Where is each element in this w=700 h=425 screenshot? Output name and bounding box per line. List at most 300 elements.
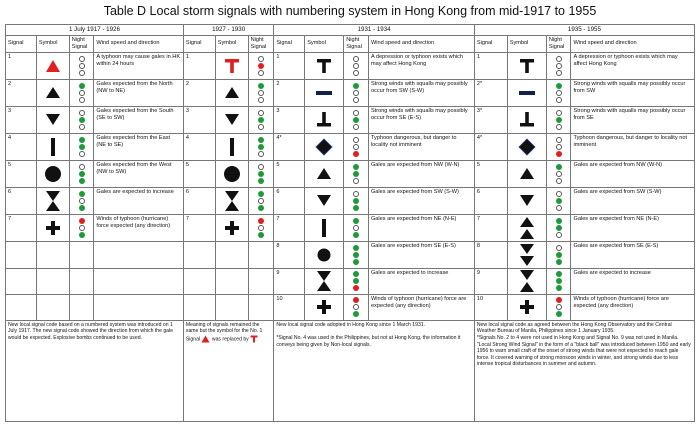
p2-symbol [215,133,248,160]
green-light [556,271,562,277]
p4-symbol [507,187,546,214]
p4-signal [474,133,507,160]
p1-empty [6,294,37,320]
p2-symbol [215,160,248,187]
period-1917 [6,25,184,36]
signal-number: 9 [476,269,480,276]
p3-signal [274,268,305,294]
green-light [556,285,562,291]
green-light [353,271,359,277]
white-light [556,178,562,184]
p4-signal [474,214,507,241]
red-light [556,151,562,157]
p3-night [344,52,369,79]
p3-desc [368,214,474,241]
night-lights-icon [258,83,264,103]
p1-desc [94,187,183,214]
signal-desc: A typhoon may cause gales in HK within 24 hours [96,53,181,67]
hourglass-icon [316,270,332,292]
double-up-triangle-icon [519,216,535,240]
p3-desc [368,187,474,214]
hourglass-icon [45,190,61,212]
col-night: Night Signal [250,36,267,50]
signal-desc: Winds of typhoon (hurricane) force expected (any direction) [96,215,171,229]
p4-symbol [507,106,546,133]
red-light [258,63,264,69]
green-light [258,83,264,89]
table-row [6,214,695,241]
p3-night [344,79,369,106]
up-triangle-icon [519,167,535,180]
up-triangle-icon [224,86,240,99]
header-wind [571,35,695,52]
signal-number: 6 [185,188,190,195]
signal-number: 4 [8,134,12,141]
white-light [353,304,359,310]
down-triangle-icon [224,113,240,126]
night-lights-icon [556,245,562,265]
p3-night [344,160,369,187]
white-light [556,205,562,211]
night-lights-icon [258,137,264,157]
white-light [556,70,562,76]
p1-signal [6,187,37,214]
p3-desc [368,294,474,320]
green-light [556,218,562,224]
red-light [79,218,85,224]
red-light [556,297,562,303]
p1-signal [6,79,37,106]
white-light [556,245,562,251]
p2-signal [183,133,215,160]
red-light [258,218,264,224]
green-light [353,218,359,224]
col-symbol: Symbol [509,40,529,47]
p1-desc [94,52,183,79]
black-cross-icon [224,220,240,236]
p3-desc [368,106,474,133]
up-triangle-icon [316,167,332,180]
white-light [353,191,359,197]
signal-number: 4* [276,134,282,141]
night-lights-icon [353,218,359,238]
p4-signal [474,294,507,320]
notes-row [6,320,695,421]
white-light [79,63,85,69]
signal-number: 5 [276,161,280,168]
header-symbol [507,35,546,52]
p4-night [546,52,571,79]
night-lights-icon [258,56,264,76]
p2-symbol [215,187,248,214]
white-light [353,225,359,231]
col-night: Night Signal [71,36,88,50]
signal-number: 3 [185,107,190,114]
note-1931 [274,320,475,421]
signal-desc: Gales are expected to increase [573,269,651,276]
signal-desc: Gales are expected from NW (W-N) [370,161,460,168]
p1-desc [94,214,183,241]
night-lights-icon [556,83,562,103]
black-diamond-icon [315,138,333,156]
white-light [258,124,264,130]
signal-desc: Winds of typhoon (hurricane) force are expected (any direction) [573,295,669,309]
p2-empty [248,294,274,320]
p2-night [248,52,274,79]
white-light [556,171,562,177]
p4-signal [474,160,507,187]
night-lights-icon [556,164,562,184]
p4-symbol [507,160,546,187]
column-header-row [6,35,695,52]
vertical-bar-icon [48,137,58,157]
white-light [556,304,562,310]
signal-number: 7 [185,215,190,222]
white-light [353,137,359,143]
green-light [353,205,359,211]
p4-night [546,241,571,268]
white-light [353,90,359,96]
black-cross-icon [45,220,61,236]
p4-desc [571,133,695,160]
p1-empty [6,268,37,294]
p4-signal [474,52,507,79]
green-light [556,252,562,258]
signal-number: 2 [276,80,280,87]
header-night-signal [546,35,571,52]
p1-desc [94,79,183,106]
p4-night [546,268,571,294]
p2-night [248,214,274,241]
signal-number: 2 [185,80,190,87]
header-signal [6,35,37,52]
p4-symbol [507,241,546,268]
table-row [6,241,695,268]
signal-desc: Gales are expected to increase [370,269,449,276]
vertical-bar-icon [227,137,237,157]
signal-desc: Gales are expected to increase [96,188,174,195]
black-cross-icon [316,299,332,315]
white-light [79,70,85,76]
p4-signal [474,268,507,294]
night-lights-icon [79,164,85,184]
p1-signal [6,106,37,133]
signal-number: 5 [476,161,480,168]
signal-number: 8 [476,242,480,249]
signal-desc: Gales are expected from SE (E-S) [370,242,456,249]
p1-symbol [36,214,69,241]
p3-symbol [305,241,344,268]
night-lights-icon [258,218,264,238]
horizontal-bar-icon [315,89,333,97]
night-lights-icon [556,218,562,238]
col-night: Night Signal [346,36,362,50]
p4-signal [474,187,507,214]
p4-desc [571,268,695,294]
p2-signal [183,214,215,241]
white-light [556,144,562,150]
p1-night [69,214,94,241]
white-light [353,110,359,116]
white-light [353,70,359,76]
p1-empty [36,241,69,268]
signal-number: 1 [8,53,12,60]
white-light [258,151,264,157]
p2-empty [183,241,215,268]
p4-desc [571,241,695,268]
signal-number: 5 [185,161,190,168]
p2-night [248,160,274,187]
white-light [353,178,359,184]
p2-night [248,133,274,160]
note-text: New local signal code based on a numbered system was introduced on 1 July 1917. The new signal code showed the direction from which the gale would be expected. Explosive bombs continued to be used. [8,321,173,341]
period-label: 1931 - 1934 [357,26,391,33]
white-light [258,97,264,103]
p1-night [69,187,94,214]
p1-symbol [36,160,69,187]
inverted-tee-icon [519,111,535,128]
p3-symbol [305,52,344,79]
p2-empty [183,268,215,294]
night-lights-icon [79,218,85,238]
p3-symbol [305,187,344,214]
green-light [556,198,562,204]
red-tee-icon [250,335,258,343]
signal-desc: Winds of typhoon (hurricane) force are expected (any direction) [370,295,467,309]
green-light [258,178,264,184]
p3-desc [368,52,474,79]
white-light [353,56,359,62]
col-wind: Wind speed and direction [96,40,160,47]
p2-symbol [215,52,248,79]
night-lights-icon [258,110,264,130]
p1-empty [36,268,69,294]
signal-desc: Gales expected from the North (NW to NE) [96,80,173,94]
green-light [556,164,562,170]
signal-desc: Gales are expected from SE (E-S) [573,242,659,249]
table-row [6,160,695,187]
white-light [258,164,264,170]
white-light [258,70,264,76]
p4-night [546,133,571,160]
p2-empty [248,241,274,268]
signal-number: 10 [476,295,484,302]
p1-signal [6,133,37,160]
night-lights-icon [258,164,264,184]
period-header-row [6,25,695,36]
p4-desc [571,79,695,106]
p2-symbol [215,79,248,106]
white-light [353,63,359,69]
white-light [79,151,85,157]
p3-signal [274,52,305,79]
green-light [79,144,85,150]
white-light [556,63,562,69]
p2-night [248,187,274,214]
p4-signal [474,241,507,268]
green-light [353,245,359,251]
signal-number: 1 [185,53,190,60]
note-text: was replaced by [211,336,249,343]
green-light [258,137,264,143]
down-triangle-icon [316,194,332,207]
period-label: 1927 - 1930 [212,26,246,33]
green-light [258,144,264,150]
signal-number: 3* [476,107,483,114]
signal-number: 7 [8,215,12,222]
black-ball-icon [44,165,62,183]
header-wind [94,35,183,52]
night-lights-icon [353,137,359,157]
white-light [79,90,85,96]
p4-symbol [507,133,546,160]
p2-symbol [215,106,248,133]
white-light [556,137,562,143]
signal-desc: Gales expected from the East (NE to SE) [96,134,171,148]
p3-desc [368,268,474,294]
p3-symbol [305,268,344,294]
green-light [79,205,85,211]
p3-night [344,106,369,133]
black-diamond-icon [518,138,536,156]
p2-signal [183,160,215,187]
down-up-triangle-icon [519,269,535,293]
p4-desc [571,214,695,241]
night-lights-icon [79,110,85,130]
note-text: *Signals No. 2 to 4 were not used in Hong Kong and Signal No. 9 was not used in Manila. "Local Strong Wind Signal" in the form of a "black ball" was introduced between 1950 and early 1956 to warn small craft of the onset of strong winds that were not expected to reach gale force. It covered warning of strong monsoon winds in winter, and strong winds due to less intense tropical disturbances in summer and autumn. [476,334,691,368]
signal-number: 2* [476,80,483,87]
red-triangle-icon [201,335,210,343]
green-light [353,164,359,170]
p4-symbol [507,268,546,294]
green-light [556,311,562,317]
signal-desc: Gales expected from the South (SE to SW) [96,107,174,121]
night-lights-icon [353,271,359,291]
black-tee-icon [316,57,332,74]
p3-signal [274,79,305,106]
col-wind: Wind speed and direction [370,40,435,47]
signal-desc: Gales are expected from SW (S-W) [370,188,459,195]
green-light [79,117,85,123]
col-symbol: Symbol [307,40,326,47]
header-night-signal [69,35,94,52]
p1-desc [94,160,183,187]
p3-night [344,214,369,241]
p2-night [248,106,274,133]
p2-signal [183,52,215,79]
p4-signal [474,106,507,133]
table-row [6,133,695,160]
table-row [6,106,695,133]
night-lights-icon [79,191,85,211]
p3-night [344,187,369,214]
white-light [556,56,562,62]
p1-signal [6,160,37,187]
signal-desc: Strong winds with squalls may possibly occur from SW [573,80,686,94]
header-signal [274,35,305,52]
p4-symbol [507,52,546,79]
night-lights-icon [79,56,85,76]
p2-signal [183,187,215,214]
white-light [79,164,85,170]
down-triangle-icon [45,113,61,126]
white-light [556,97,562,103]
white-light [556,124,562,130]
p1-signal [6,52,37,79]
inverted-tee-icon [316,111,332,128]
green-light [258,205,264,211]
p4-desc [571,160,695,187]
p3-signal [274,187,305,214]
p1-empty [94,268,183,294]
green-light [353,117,359,123]
p4-symbol [507,214,546,241]
table-row [6,268,695,294]
p4-symbol [507,79,546,106]
signal-desc: Gales expected from the West (NW to SW) [96,161,172,175]
double-down-triangle-icon [519,243,535,267]
p4-night [546,106,571,133]
col-signal: Signal [185,40,202,47]
vertical-bar-icon [319,218,329,238]
white-light [258,90,264,96]
p2-night [248,79,274,106]
p2-empty [215,268,248,294]
p1-night [69,106,94,133]
p4-night [546,214,571,241]
note-text: New local signal code as agreed between the Hong Kong Observatory and the Central Weather Bureau of Manila, Philippines since 1 January 1935. [476,321,672,335]
table-row [6,52,695,79]
red-triangle-icon [45,58,61,74]
p4-night [546,160,571,187]
p3-night [344,241,369,268]
green-light [353,311,359,317]
red-light [353,285,359,291]
p3-night [344,294,369,320]
p3-night [344,133,369,160]
green-light [79,171,85,177]
col-signal: Signal [476,40,493,47]
night-lights-icon [79,83,85,103]
white-light [79,110,85,116]
p3-symbol [305,214,344,241]
col-symbol: Symbol [38,40,58,47]
black-ball-icon [223,165,241,183]
p3-symbol [305,294,344,320]
signal-number: 4 [185,134,190,141]
green-light [353,171,359,177]
p1-empty [69,268,94,294]
p3-signal [274,133,305,160]
night-lights-icon [353,297,359,317]
green-light [258,191,264,197]
green-light [79,137,85,143]
white-light [556,191,562,197]
night-lights-icon [258,191,264,211]
night-lights-icon [353,245,359,265]
p1-symbol [36,106,69,133]
note-text: *Signal No. 4 was used in the Philippines, but not at Hong Kong, the information it conveys being given by Non-local signals. [276,334,461,348]
p4-desc [571,294,695,320]
table-row [6,187,695,214]
p2-empty [215,294,248,320]
night-lights-icon [556,110,562,130]
night-lights-icon [556,271,562,291]
white-light [258,110,264,116]
period-1931 [274,25,475,36]
signal-number: 4* [476,134,483,141]
p1-empty [69,294,94,320]
